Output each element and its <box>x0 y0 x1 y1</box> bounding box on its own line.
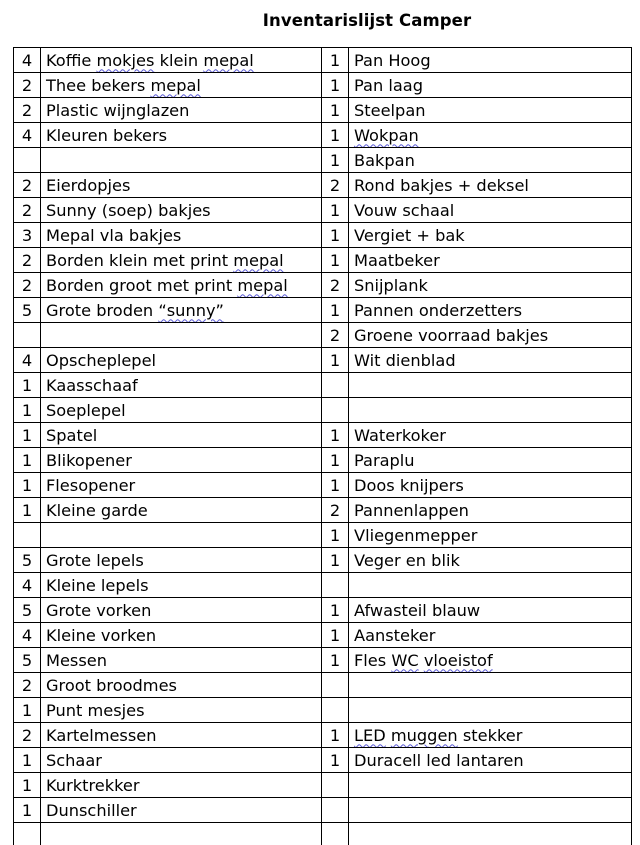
item-word: met <box>153 251 185 270</box>
table-row <box>14 448 632 473</box>
table-row <box>14 548 632 573</box>
quantity-cell-right: 1 <box>322 548 349 573</box>
item-cell-left <box>41 823 322 845</box>
quantity-cell-left <box>14 823 41 845</box>
item-cell-right: Bakpan <box>349 148 632 173</box>
item-word: Borden <box>46 276 104 295</box>
item-word: Thee <box>46 76 86 95</box>
quantity-cell-left: 1 <box>14 773 41 798</box>
item-cell-right <box>349 773 632 798</box>
quantity-cell-right: 1 <box>322 473 349 498</box>
table-row <box>14 398 632 423</box>
item-word: broden <box>96 301 153 320</box>
quantity-cell-left: 2 <box>14 723 41 748</box>
table-row <box>14 648 632 673</box>
item-cell-right: Afwasteil blauw <box>349 598 632 623</box>
item-word: Grote <box>46 301 91 320</box>
table-row <box>14 123 632 148</box>
quantity-cell-right: 1 <box>322 123 349 148</box>
item-cell-right: Veger en blik <box>349 548 632 573</box>
quantity-cell-left: 4 <box>14 623 41 648</box>
quantity-cell-right: 1 <box>322 148 349 173</box>
item-word: klein <box>160 51 199 70</box>
quantity-cell-right <box>322 698 349 723</box>
quantity-cell-right: 1 <box>322 423 349 448</box>
item-word: Borden <box>46 251 104 270</box>
item-cell-right: Pan laag <box>349 73 632 98</box>
quantity-cell-left: 4 <box>14 123 41 148</box>
item-word: “sunny” <box>158 301 224 320</box>
quantity-cell-left: 4 <box>14 348 41 373</box>
table-row <box>14 373 632 398</box>
item-word: print <box>190 251 228 270</box>
item-cell-right <box>349 823 632 845</box>
item-cell-left <box>41 523 322 548</box>
item-word: mepal <box>237 276 287 295</box>
table-row <box>14 523 632 548</box>
item-cell-right: Doos knijpers <box>349 473 632 498</box>
quantity-cell-right <box>322 573 349 598</box>
item-cell-left: Kleuren bekers <box>41 123 322 148</box>
item-cell-left: Spatel <box>41 423 322 448</box>
table-row <box>14 798 632 823</box>
item-cell-right: Groene voorraad bakjes <box>349 323 632 348</box>
quantity-cell-right: 1 <box>322 623 349 648</box>
item-word: Fles <box>354 651 386 670</box>
item-cell-left <box>41 298 322 323</box>
table-row <box>14 573 632 598</box>
item-cell-right: Pannenlappen <box>349 498 632 523</box>
item-word: mepal <box>150 76 200 95</box>
item-cell-right <box>349 123 632 148</box>
item-word: groot <box>109 276 152 295</box>
item-cell-right: Waterkoker <box>349 423 632 448</box>
table-row <box>14 473 632 498</box>
quantity-cell-right: 1 <box>322 748 349 773</box>
quantity-cell-right: 2 <box>322 323 349 348</box>
quantity-cell-right: 2 <box>322 498 349 523</box>
quantity-cell-right: 1 <box>322 48 349 73</box>
item-word: bekers <box>91 76 145 95</box>
item-cell-right: Wit dienblad <box>349 348 632 373</box>
item-cell-left: Plastic wijnglazen <box>41 98 322 123</box>
table-row <box>14 73 632 98</box>
quantity-cell-left: 1 <box>14 423 41 448</box>
item-cell-left: Grote lepels <box>41 548 322 573</box>
item-cell-right: Pan Hoog <box>349 48 632 73</box>
quantity-cell-right: 1 <box>322 248 349 273</box>
item-cell-left: Eierdopjes <box>41 173 322 198</box>
table-row <box>14 748 632 773</box>
table-row <box>14 498 632 523</box>
item-word: vloeistof <box>424 651 493 670</box>
table-row <box>14 673 632 698</box>
quantity-cell-right <box>322 673 349 698</box>
item-cell-right: Snijplank <box>349 273 632 298</box>
item-word: met <box>157 276 189 295</box>
item-cell-right: Duracell led lantaren <box>349 748 632 773</box>
table-row <box>14 98 632 123</box>
quantity-cell-right <box>322 773 349 798</box>
item-word: Wokpan <box>354 126 419 145</box>
page-title: Inventarislijst Camper <box>0 11 640 30</box>
quantity-cell-left <box>14 523 41 548</box>
quantity-cell-right: 1 <box>322 223 349 248</box>
quantity-cell-left: 1 <box>14 448 41 473</box>
item-cell-left: Punt mesjes <box>41 698 322 723</box>
item-word: muggen <box>391 726 458 745</box>
item-word: mepal <box>233 251 283 270</box>
item-cell-right: Vouw schaal <box>349 198 632 223</box>
quantity-cell-left: 2 <box>14 198 41 223</box>
item-cell-left <box>41 148 322 173</box>
item-cell-left: Opscheplepel <box>41 348 322 373</box>
item-word: klein <box>109 251 148 270</box>
quantity-cell-left: 1 <box>14 473 41 498</box>
quantity-cell-right: 2 <box>322 173 349 198</box>
quantity-cell-left: 1 <box>14 498 41 523</box>
quantity-cell-right: 1 <box>322 73 349 98</box>
item-cell-right <box>349 723 632 748</box>
item-cell-left: Kleine garde <box>41 498 322 523</box>
item-cell-left: Kleine lepels <box>41 573 322 598</box>
quantity-cell-left: 3 <box>14 223 41 248</box>
table-row <box>14 298 632 323</box>
item-cell-right: Aansteker <box>349 623 632 648</box>
table-row <box>14 148 632 173</box>
item-word: print <box>194 276 232 295</box>
table-row <box>14 223 632 248</box>
item-word: Koffie <box>46 51 91 70</box>
item-cell-right <box>349 573 632 598</box>
item-cell-right <box>349 798 632 823</box>
table-row <box>14 173 632 198</box>
quantity-cell-left: 1 <box>14 798 41 823</box>
quantity-cell-right: 1 <box>322 648 349 673</box>
quantity-cell-left <box>14 148 41 173</box>
quantity-cell-right: 2 <box>322 273 349 298</box>
item-cell-right: Paraplu <box>349 448 632 473</box>
table-row <box>14 48 632 73</box>
item-cell-right <box>349 398 632 423</box>
table-row <box>14 273 632 298</box>
table-row <box>14 723 632 748</box>
table-row <box>14 598 632 623</box>
quantity-cell-left: 2 <box>14 248 41 273</box>
quantity-cell-left: 5 <box>14 298 41 323</box>
table-row <box>14 323 632 348</box>
item-cell-left: Blikopener <box>41 448 322 473</box>
item-cell-right: Vliegenmepper <box>349 523 632 548</box>
item-cell-right: Vergiet + bak <box>349 223 632 248</box>
item-cell-left <box>41 323 322 348</box>
quantity-cell-right: 1 <box>322 298 349 323</box>
item-cell-left: Kaasschaaf <box>41 373 322 398</box>
item-cell-right: Maatbeker <box>349 248 632 273</box>
quantity-cell-right: 1 <box>322 523 349 548</box>
item-cell-right <box>349 648 632 673</box>
item-cell-left: Messen <box>41 648 322 673</box>
quantity-cell-right: 1 <box>322 348 349 373</box>
table-row <box>14 198 632 223</box>
item-cell-left: Dunschiller <box>41 798 322 823</box>
quantity-cell-left: 1 <box>14 398 41 423</box>
item-cell-left <box>41 48 322 73</box>
item-cell-right <box>349 673 632 698</box>
item-cell-right: Steelpan <box>349 98 632 123</box>
item-cell-left: Kartelmessen <box>41 723 322 748</box>
quantity-cell-right: 1 <box>322 598 349 623</box>
quantity-cell-left: 5 <box>14 548 41 573</box>
quantity-cell-left: 1 <box>14 698 41 723</box>
quantity-cell-right <box>322 798 349 823</box>
item-cell-left: Groot broodmes <box>41 673 322 698</box>
table-row <box>14 248 632 273</box>
item-cell-left: Sunny (soep) bakjes <box>41 198 322 223</box>
item-word: mokjes <box>96 51 154 70</box>
item-word: mepal <box>203 51 253 70</box>
item-word: WC <box>391 651 418 670</box>
item-word: stekker <box>463 726 523 745</box>
quantity-cell-left: 2 <box>14 73 41 98</box>
item-cell-left: Grote vorken <box>41 598 322 623</box>
item-cell-left <box>41 273 322 298</box>
table-row <box>14 773 632 798</box>
quantity-cell-left: 2 <box>14 173 41 198</box>
table-row <box>14 823 632 845</box>
table-row <box>14 423 632 448</box>
quantity-cell-right <box>322 823 349 845</box>
item-word: LED <box>354 726 386 745</box>
item-cell-right: Rond bakjes + deksel <box>349 173 632 198</box>
table-row <box>14 698 632 723</box>
quantity-cell-right <box>322 373 349 398</box>
inventory-table-body <box>14 48 632 845</box>
quantity-cell-left <box>14 323 41 348</box>
quantity-cell-right: 1 <box>322 723 349 748</box>
item-cell-right <box>349 698 632 723</box>
inventory-table <box>13 47 632 845</box>
quantity-cell-right: 1 <box>322 448 349 473</box>
item-cell-left <box>41 73 322 98</box>
item-cell-left: Kleine vorken <box>41 623 322 648</box>
item-cell-left: Mepal vla bakjes <box>41 223 322 248</box>
quantity-cell-left: 4 <box>14 48 41 73</box>
table-row <box>14 348 632 373</box>
item-cell-left: Soeplepel <box>41 398 322 423</box>
item-cell-right <box>349 373 632 398</box>
quantity-cell-right <box>322 398 349 423</box>
quantity-cell-left: 5 <box>14 648 41 673</box>
item-cell-left <box>41 248 322 273</box>
quantity-cell-right: 1 <box>322 198 349 223</box>
quantity-cell-left: 5 <box>14 598 41 623</box>
quantity-cell-left: 2 <box>14 273 41 298</box>
item-cell-left: Flesopener <box>41 473 322 498</box>
quantity-cell-left: 4 <box>14 573 41 598</box>
table-row <box>14 623 632 648</box>
quantity-cell-left: 1 <box>14 373 41 398</box>
quantity-cell-left: 2 <box>14 673 41 698</box>
item-cell-left: Schaar <box>41 748 322 773</box>
item-cell-left: Kurktrekker <box>41 773 322 798</box>
quantity-cell-left: 2 <box>14 98 41 123</box>
quantity-cell-right: 1 <box>322 98 349 123</box>
item-cell-right: Pannen onderzetters <box>349 298 632 323</box>
quantity-cell-left: 1 <box>14 748 41 773</box>
